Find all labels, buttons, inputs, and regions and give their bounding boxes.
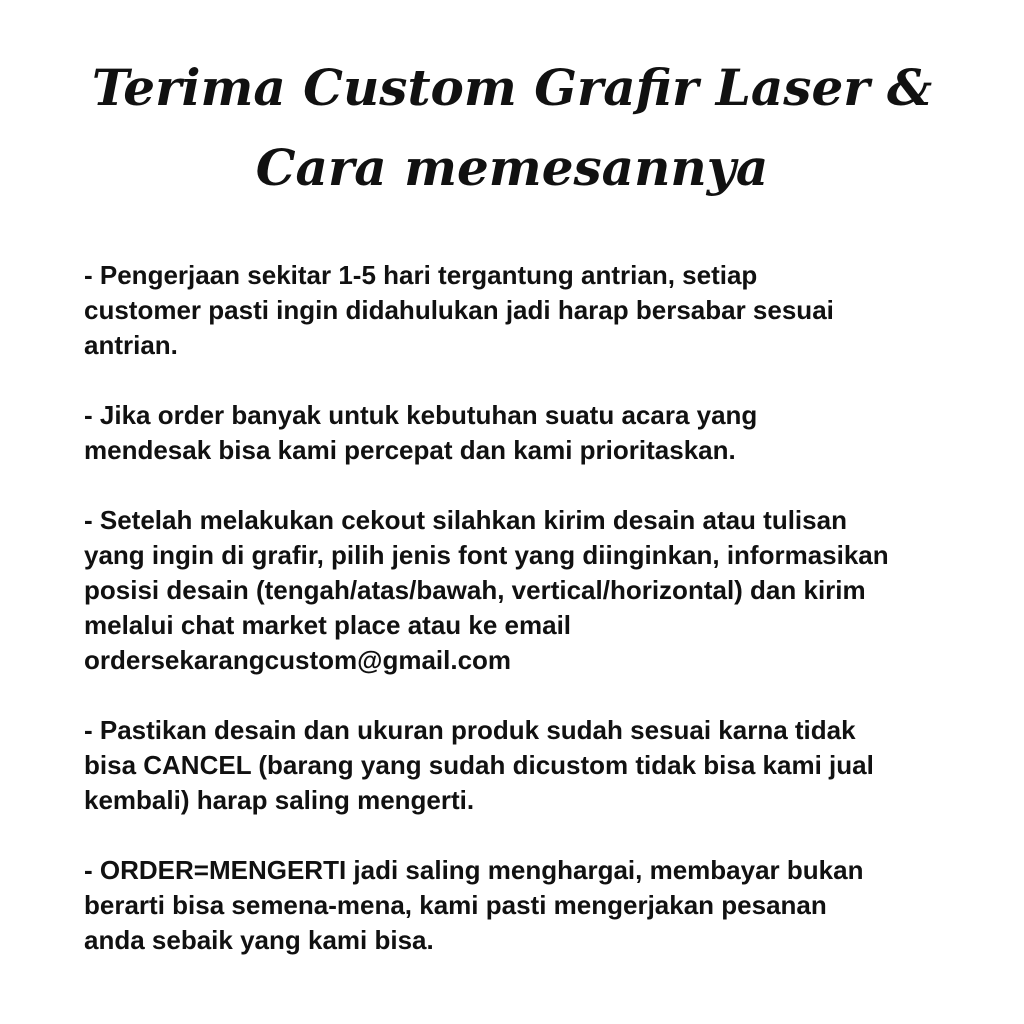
text-line: melalui chat market place atau ke email xyxy=(84,610,572,640)
paragraph-mutual-respect xyxy=(84,853,984,958)
paragraph-no-cancel xyxy=(84,713,984,818)
text-line: anda sebaik yang kami bisa. xyxy=(84,925,434,955)
instructions-body xyxy=(84,258,984,958)
text-line: - Pastikan desain dan ukuran produk sudah sesuai karna tidak xyxy=(84,715,856,745)
text-line: yang ingin di grafir, pilih jenis font yang diinginkan, informasikan xyxy=(84,540,889,570)
text-line: customer pasti ingin didahulukan jadi harap bersabar sesuai xyxy=(84,295,834,325)
text-line: - Pengerjaan sekitar 1-5 hari tergantung antrian, setiap xyxy=(84,260,758,290)
page-title xyxy=(0,48,1024,208)
text-line: - Jika order banyak untuk kebutuhan suatu acara yang xyxy=(84,400,758,430)
text-line: berarti bisa semena-mena, kami pasti mengerjakan pesanan xyxy=(84,890,827,920)
text-line: posisi desain (tengah/atas/bawah, vertical/horizontal) dan kirim xyxy=(84,575,866,605)
title-line-1: Terima Custom Grafir Laser & xyxy=(91,58,933,117)
paragraph-processing-time xyxy=(84,258,984,363)
paragraph-bulk-order xyxy=(84,398,984,468)
paragraph-send-design xyxy=(84,503,984,678)
email-text: ordersekarangcustom@gmail.com xyxy=(84,645,512,675)
text-line: - Setelah melakukan cekout silahkan kirim desain atau tulisan xyxy=(84,505,847,535)
text-line: kembali) harap saling mengerti. xyxy=(84,785,475,815)
text-line: mendesak bisa kami percepat dan kami prioritaskan. xyxy=(84,435,736,465)
text-line: antrian. xyxy=(84,330,178,360)
text-line: - ORDER=MENGERTI jadi saling menghargai, membayar bukan xyxy=(84,855,864,885)
text-line: bisa CANCEL (barang yang sudah dicustom tidak bisa kami jual xyxy=(84,750,874,780)
title-line-2: Cara memesannya xyxy=(255,138,769,197)
